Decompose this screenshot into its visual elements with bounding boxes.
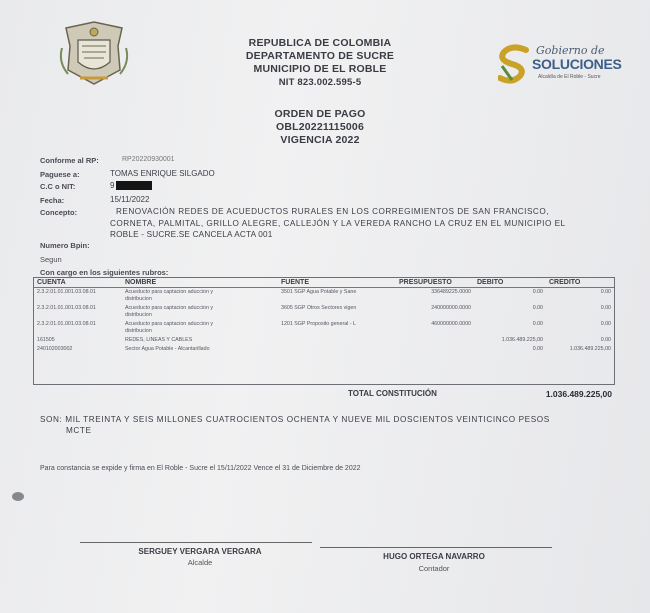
paguese-label: Paguese a:	[40, 170, 80, 179]
cell-nombre: Sector Agua Potable - Alcantarillado	[125, 346, 210, 352]
logo-brand: SOLUCIONES	[532, 56, 622, 72]
cell-credito: 0.00	[600, 305, 611, 311]
col-presupuesto: PRESUPUESTO	[396, 278, 474, 288]
cell-nombre: REDES, LINEAS Y CABLES	[125, 337, 193, 343]
order-vigencia: VIGENCIA 2022	[280, 134, 360, 146]
cell-credito: 1.036.489.225,00	[569, 346, 611, 352]
cell-fuente	[278, 336, 396, 345]
total-label: TOTAL CONSTITUCIÓN	[348, 389, 437, 398]
col-debito: DEBITO	[474, 278, 546, 288]
fecha-label: Fecha:	[40, 196, 65, 205]
col-credito: CREDITO	[546, 278, 614, 288]
col-nombre: NOMBRE	[122, 278, 278, 288]
header-country: REPUBLICA DE COLOMBIA	[248, 37, 392, 49]
cell-presupuesto	[396, 336, 474, 345]
segun-label: Segun	[40, 255, 62, 264]
cell-nombre	[122, 320, 278, 336]
total-value: 1.036.489.225,00	[545, 389, 612, 399]
order-title: ORDEN DE PAGO	[274, 108, 366, 120]
concepto-label: Concepto:	[40, 208, 78, 217]
gobierno-soluciones-logo	[498, 44, 622, 88]
cell-presupuesto: 460000000.0000	[431, 321, 471, 327]
fecha-value: 15/11/2022	[110, 195, 150, 204]
cell-nombre-line: Acueducto para captacion aduccion y	[125, 321, 214, 327]
concepto-line-3: ROBLE - SUCRE.SE CANCELA ACTA 001	[110, 230, 273, 239]
logo-tagline: Alcaldía de El Roble - Sucre	[538, 74, 601, 80]
cell-nombre	[122, 304, 278, 320]
signature-line-contador	[320, 547, 552, 548]
redaction-bar	[116, 181, 152, 190]
rubros-table-frame	[33, 277, 615, 385]
order-number: OBL20221115006	[275, 121, 365, 133]
amount-line-2: MCTE	[66, 426, 92, 435]
signature-name-alcalde: SERGUEY VERGARA VERGARA	[138, 547, 262, 556]
cell-fuente: 1201 SGP Proposito general - L	[281, 321, 356, 327]
ccnit-label: C.C o NIT:	[40, 182, 76, 191]
brand-s-icon	[498, 44, 530, 84]
rubros-label: Con cargo en los siguientes rubros:	[40, 268, 169, 277]
logo-title: Gobierno de	[536, 44, 605, 57]
amount-in-words	[40, 414, 610, 436]
cell-debito: 1.036.489.225,00	[501, 337, 543, 343]
concepto-line-1: RENOVACIÓN REDES DE ACUEDUCTOS RURALES EN LOS CORREGIMIENTOS DE SAN FRANCISCO,	[116, 207, 549, 216]
ccnit-value: 9	[110, 181, 115, 190]
cell-fuente: 3605 SGP Otros Sectores vigen	[281, 305, 357, 311]
conforme-label: Conforme al RP:	[40, 156, 99, 165]
amount-line-1: SON: MIL TREINTA Y SEIS MILLONES CUATROCIENTOS OCHENTA Y NUEVE MIL DOSCIENTOS VEINTICINCO PESOS	[40, 415, 550, 424]
signature-role-alcalde: Alcalde	[187, 558, 213, 567]
cell-debito: 0.00	[532, 289, 543, 295]
col-fuente: FUENTE	[278, 278, 396, 288]
cell-cuenta: 2.3.2.01.01.001.03.08.01	[37, 321, 96, 327]
cell-debito: 0.00	[532, 346, 543, 352]
cell-cuenta: 240102003002	[37, 346, 73, 352]
header-nit: NIT 823.002.595-5	[278, 77, 362, 88]
cell-presupuesto	[396, 345, 474, 354]
cell-nombre-line: distribucion	[125, 328, 152, 334]
concepto-text	[110, 206, 610, 241]
table-row	[34, 345, 614, 354]
cell-credito: 0.00	[600, 321, 611, 327]
table-row	[34, 320, 614, 336]
cell-debito: 0.00	[532, 305, 543, 311]
cell-nombre-line: Acueducto para captacion aduccion y	[125, 289, 214, 295]
signature-role-contador: Contador	[418, 564, 450, 573]
cell-presupuesto: 336489225.0000	[431, 289, 471, 295]
concepto-line-2: CORNETA, PALMITAL, GRILLO ALEGRE, CALLEJÓN Y LA VEREDA RANCHO LA CRUZ EN EL MUNICIPIO EL	[110, 218, 566, 228]
header-block	[220, 37, 420, 89]
header-department: DEPARTAMENTO DE SUCRE	[245, 50, 395, 62]
table-row	[34, 288, 614, 305]
cell-presupuesto: 240000000.0000	[431, 305, 471, 311]
cell-fuente	[278, 345, 396, 354]
cell-nombre-line: distribucion	[125, 296, 152, 302]
rubros-table	[34, 278, 614, 354]
cell-nombre-line: distribucion	[125, 312, 152, 318]
col-cuenta: CUENTA	[34, 278, 122, 288]
cell-cuenta: 2.3.2.01.01.001.03.08.01	[37, 289, 96, 295]
cell-nombre	[122, 288, 278, 305]
cell-debito: 0.00	[532, 321, 543, 327]
numero-bpin-label: Numero Bpin:	[40, 241, 90, 250]
cell-fuente: 3501 SGP Agua Potable y Sane	[281, 289, 357, 295]
conforme-value: RP20220930001	[122, 156, 175, 163]
header-municipality: MUNICIPIO DE EL ROBLE	[253, 63, 387, 75]
table-header-row	[34, 278, 614, 288]
coat-of-arms-logo	[58, 18, 130, 90]
cell-cuenta: 161505	[37, 337, 55, 343]
table-row	[34, 304, 614, 320]
cell-nombre-line: Acueducto para captacion aduccion y	[125, 305, 214, 311]
ink-smudge	[12, 492, 24, 501]
cell-credito: 0.00	[600, 337, 611, 343]
table-row	[34, 336, 614, 345]
order-block	[230, 108, 410, 147]
total-rule	[312, 384, 614, 385]
constancia-text: Para constancia se expide y firma en El Roble - Sucre el 15/11/2022 Vence el 31 de Diciembre de 2022	[40, 465, 361, 472]
paguese-value: TOMAS ENRIQUE SILGADO	[110, 169, 215, 178]
signature-line-alcalde	[80, 542, 312, 543]
signature-name-contador: HUGO ORTEGA NAVARRO	[383, 552, 485, 561]
cell-cuenta: 2.3.2.01.01.001.03.08.01	[37, 305, 96, 311]
cell-credito: 0.00	[600, 289, 611, 295]
